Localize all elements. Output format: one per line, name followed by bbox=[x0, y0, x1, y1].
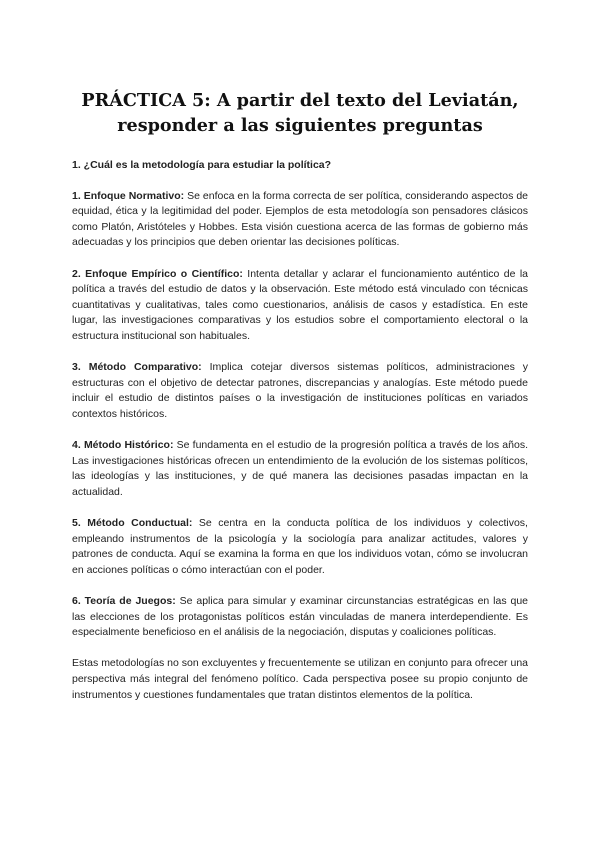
document-body bbox=[72, 158, 528, 719]
section-comparativo bbox=[72, 360, 528, 422]
section-heading: 2. Enfoque Empírico o Científico: bbox=[72, 267, 243, 280]
section-heading: 1. Enfoque Normativo: bbox=[72, 189, 185, 202]
conclusion-paragraph: Estas metodologías no son excluyentes y frecuentemente se utilizan en conjunto para ofrecer una perspectiva más integral del fenómeno político. Cada perspectiva posee su propio conjunto de instrumentos y cuestiones fundamentales que tratan distintos elementos de la política. bbox=[72, 657, 528, 701]
section-heading: 3. Método Comparativo: bbox=[72, 361, 202, 374]
section-normativo bbox=[72, 189, 528, 251]
section-conductual bbox=[72, 516, 528, 578]
page-title bbox=[40, 88, 560, 138]
section-text: Implica cotejar diversos sistemas políticos, administraciones y estructuras con el objetivo de detectar patrones, discrepancias y analogías. Este método puede incluir el estudio de distintos países o la investigación de instituciones políticas en variados contextos históricos. bbox=[72, 361, 529, 420]
section-text: Se aplica para simular y examinar circunstancias estratégicas en las que las elecciones de los protagonistas políticos están vinculadas de manera interdependiente. Es especialmente beneficioso en el análisis de la negociación, disputas y coaliciones políticas. bbox=[72, 595, 528, 639]
section-text: Se centra en la conducta política de los individuos y colectivos, empleando instrumentos de la psicología y la sociología para analizar actitudes, valores y patrones de conducta. Aquí se examina la forma en que los individuos votan, cómo se involucran en acciones políticas o cómo interactúan con el poder. bbox=[72, 517, 528, 576]
section-empirico bbox=[72, 267, 528, 345]
question-heading: 1. ¿Cuál es la metodología para estudiar la política? bbox=[72, 159, 332, 171]
section-text: Se fundamenta en el estudio de la progresión política a través de los años. Las investigaciones históricas ofrecen un entendimiento de la evolución de los sistemas políticos, las ideologías y las instituciones, y de qué manera las decisiones pasadas impactan en la actualidad. bbox=[72, 439, 528, 498]
section-heading: 5. Método Conductual: bbox=[72, 517, 193, 530]
section-historico bbox=[72, 438, 528, 500]
section-text: Intenta detallar y aclarar el funcionamiento auténtico de la política a través del estudio de datos y la observación. Este método está vinculado con técnicas cuantitativas y cualitativas, tales como cuestionarios, análisis de casos y estadística. En este lugar, las investigaciones comparativas y los estudios sobre el comportamiento electoral o la estructura institucional son habituales. bbox=[72, 267, 528, 342]
section-text: Se enfoca en la forma correcta de ser política, considerando aspectos de equidad, ética y la legitimidad del poder. Ejemplos de esta metodología son pensadores clásicos como Platón, Aristóteles y Hobbes. Esta visión cuestiona acerca de las formas de gobierno más adecuadas y los principios que deben orientar las decisiones políticas. bbox=[72, 189, 529, 249]
title-line-1: PRÁCTICA 5: A partir del texto del Leviatán, bbox=[81, 90, 519, 111]
title-line-2: responder a las siguientes preguntas bbox=[117, 115, 483, 136]
section-teoria-juegos bbox=[72, 594, 528, 641]
section-heading: 6. Teoría de Juegos: bbox=[72, 595, 176, 608]
section-heading: 4. Método Histórico: bbox=[72, 439, 174, 452]
